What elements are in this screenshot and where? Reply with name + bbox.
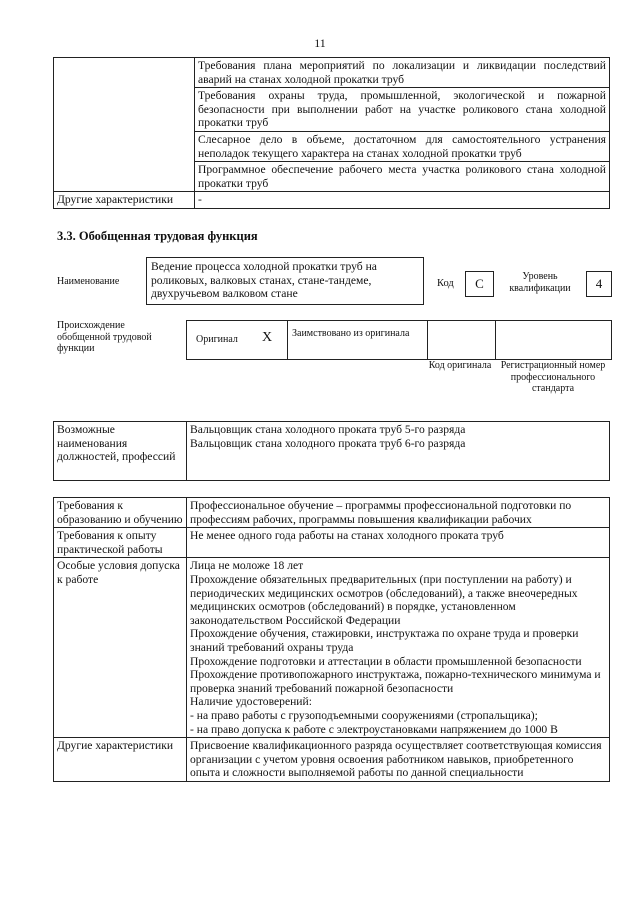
professions-table — [53, 421, 610, 481]
other-characteristics-label: Другие характеристики — [54, 192, 195, 209]
name-label: Наименование — [57, 276, 120, 287]
knowledge-item: Требования охраны труда, промышленной, экологической и пожарной безопасности при выполнении работ на участке роликового стана холодной прокатки труб — [195, 88, 610, 132]
experience-value: Не менее одного года работы на станах холодного проката труб — [187, 528, 610, 558]
conditions-label: Особые условия допуска к работе — [54, 558, 187, 738]
table-row — [54, 498, 610, 528]
knowledge-table — [53, 57, 610, 209]
education-label: Требования к образованию и обучению — [54, 498, 187, 528]
condition-item: Прохождение противопожарного инструктажа, пожарно-технического минимума и проверка знаний требований пожарной безопасности — [190, 668, 601, 695]
level-label: Уровень квалификации — [509, 271, 571, 294]
level-value: 4 — [586, 271, 612, 297]
code-value: C — [465, 271, 494, 297]
condition-item: Наличие удостоверений: — [190, 695, 312, 709]
function-name: Ведение процесса холодной прокатки труб на роликовых, валковых станах, стане-тандеме, двухручьевом валковом стане — [146, 257, 424, 305]
condition-item: Прохождение подготовки и аттестации в области промышленной безопасности — [190, 654, 582, 668]
condition-item: Лица не моложе 18 лет — [190, 559, 304, 573]
profession-item: Вальцовщик стана холодного проката труб 6-го разряда — [190, 436, 466, 450]
condition-item: - на право допуска к работе с электроустановками напряжением до 1000 В — [190, 722, 558, 736]
other-label: Другие характеристики — [54, 738, 187, 782]
profession-item: Вальцовщик стана холодного проката труб 5-го разряда — [190, 423, 466, 436]
requirements-table — [53, 497, 610, 782]
table-row — [54, 738, 610, 782]
condition-item: - на право работы с грузоподъемными сооружениями (стропальщика); — [190, 708, 538, 722]
experience-label: Требования к опыту практической работы — [54, 528, 187, 558]
table-row — [54, 422, 610, 481]
conditions-list — [187, 558, 610, 738]
page-number: 11 — [314, 36, 326, 50]
professions-list — [187, 422, 610, 481]
code-label: Код — [437, 278, 454, 289]
table-row — [54, 528, 610, 558]
original-label: Оригинал — [196, 334, 238, 345]
table-row — [54, 88, 610, 132]
table-row — [54, 192, 610, 209]
original-mark: X — [262, 330, 273, 345]
education-value: Профессиональное обучение – программы профессиональной подготовки по профессиям рабочих, программы повышения квалификации рабочих — [187, 498, 610, 528]
origin-label: Происхождение обобщенной трудовой функции — [57, 320, 152, 354]
registration-caption: Регистрационный номер профессионального стандарта — [500, 360, 606, 394]
table-row — [54, 558, 610, 738]
code-original-caption: Код оригинала — [428, 360, 492, 371]
borrowed-label: Заимствовано из оригинала — [292, 328, 410, 339]
knowledge-item: Программное обеспечение рабочего места участка роликового стана холодной прокатки труб — [195, 162, 610, 192]
origin-box — [186, 320, 612, 360]
section-title: 3.3. Обобщенная трудовая функция — [57, 229, 258, 243]
other-value: Присвоение квалификационного разряда осуществляет соответствующая комиссия организации с учетом уровня освоения работником навыков, приобретенного опыта и сложности выполняемой работы по данной специальности — [187, 738, 610, 782]
condition-item: Прохождение обучения, стажировки, инструктажа по охране труда и проверки знаний требований охраны труда — [190, 627, 579, 654]
other-characteristics-value: - — [195, 192, 610, 209]
table-row — [54, 162, 610, 192]
table-row — [54, 58, 610, 88]
table-row — [54, 131, 610, 161]
professions-label: Возможные наименования должностей, профессий — [54, 422, 187, 481]
knowledge-item: Требования плана мероприятий по локализации и ликвидации последствий аварий на станах холодной прокатки труб — [195, 58, 610, 88]
knowledge-item: Слесарное дело в объеме, достаточном для самостоятельного устранения неполадок текущего характера на станах холодной прокатки труб — [195, 131, 610, 161]
condition-item: Прохождение обязательных предварительных (при поступлении на работу) и периодических медицинских осмотров (обследований), а также внеочередных медицинских осмотров (обследований) в порядке, установленном законодательством Российской Федерации — [190, 572, 578, 627]
